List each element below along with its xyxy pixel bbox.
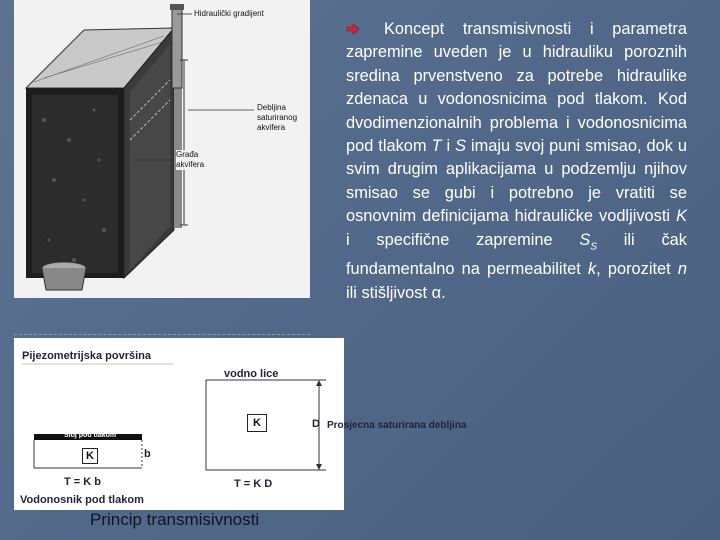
piezometric-surface-label: Pijezometrijska površina bbox=[22, 350, 151, 362]
aquifer-thickness-label: Debljina saturiranog akvifera bbox=[257, 103, 298, 132]
symbol-K: K bbox=[676, 207, 687, 226]
text-and-1: i bbox=[441, 137, 456, 156]
formula-tkd: T = K D bbox=[234, 478, 273, 490]
confining-layer-label: Sloj pod tlakom bbox=[64, 432, 117, 439]
confined-aquifer-label: Vodonosnik pod tlakom bbox=[20, 494, 144, 506]
symbol-T: T bbox=[431, 137, 442, 156]
text-part-3: i specifične zapremine bbox=[346, 230, 580, 249]
water-table-label: vodno lice bbox=[224, 368, 279, 380]
slide-caption: Princip transmisivnosti bbox=[90, 510, 260, 529]
thickness-b-label: b bbox=[144, 448, 151, 460]
avg-thickness-label: Prosjecna saturirana debljina bbox=[327, 420, 467, 431]
aquifer-model-photo bbox=[14, 0, 310, 298]
symbol-n: n bbox=[677, 260, 687, 279]
description-paragraph bbox=[346, 18, 687, 305]
transmissivity-diagram bbox=[14, 338, 467, 510]
conductivity-k-right: K bbox=[247, 414, 267, 432]
text-part-1: Koncept transmisivnosti i parametra zapremine uveden je u hidrauliku poroznih sredina prvenstveno za potrebe hidraulike zdenaca u vodonosnicima pod tlakom. Kod dvodimenzionalnih problema i vodonosnicima pod tlakom bbox=[346, 20, 687, 156]
text-part-4: ili čak fundamentalno na permeabilitet bbox=[346, 230, 687, 279]
symbol-S: S bbox=[455, 137, 467, 156]
text-part-5: , porozitet bbox=[596, 260, 678, 279]
conductivity-k-left: K bbox=[82, 448, 98, 464]
formula-tkb: T = K b bbox=[64, 476, 101, 488]
text-part-6: ili stišljivost α. bbox=[346, 283, 446, 302]
symbol-Ss: $S_S$ bbox=[579, 230, 597, 252]
aquifer-model-drawing bbox=[14, 0, 310, 298]
thickness-d-label: D bbox=[312, 418, 320, 430]
text-part-2: imaju svoj puni smisao, dok u svim drugim aplikacijama u podzemlju njihov smisao se gubi i potrebno je vratiti se osnovnim definicijama hidrauličke vodljivosti bbox=[346, 137, 688, 226]
aquifer-structure-label: Građa akvifera bbox=[176, 150, 218, 170]
symbol-k: k bbox=[587, 260, 597, 279]
hydraulic-gradient-label: Hidraulički gradijent bbox=[194, 9, 264, 18]
divider bbox=[14, 334, 310, 335]
arrow-icon bbox=[346, 23, 360, 35]
